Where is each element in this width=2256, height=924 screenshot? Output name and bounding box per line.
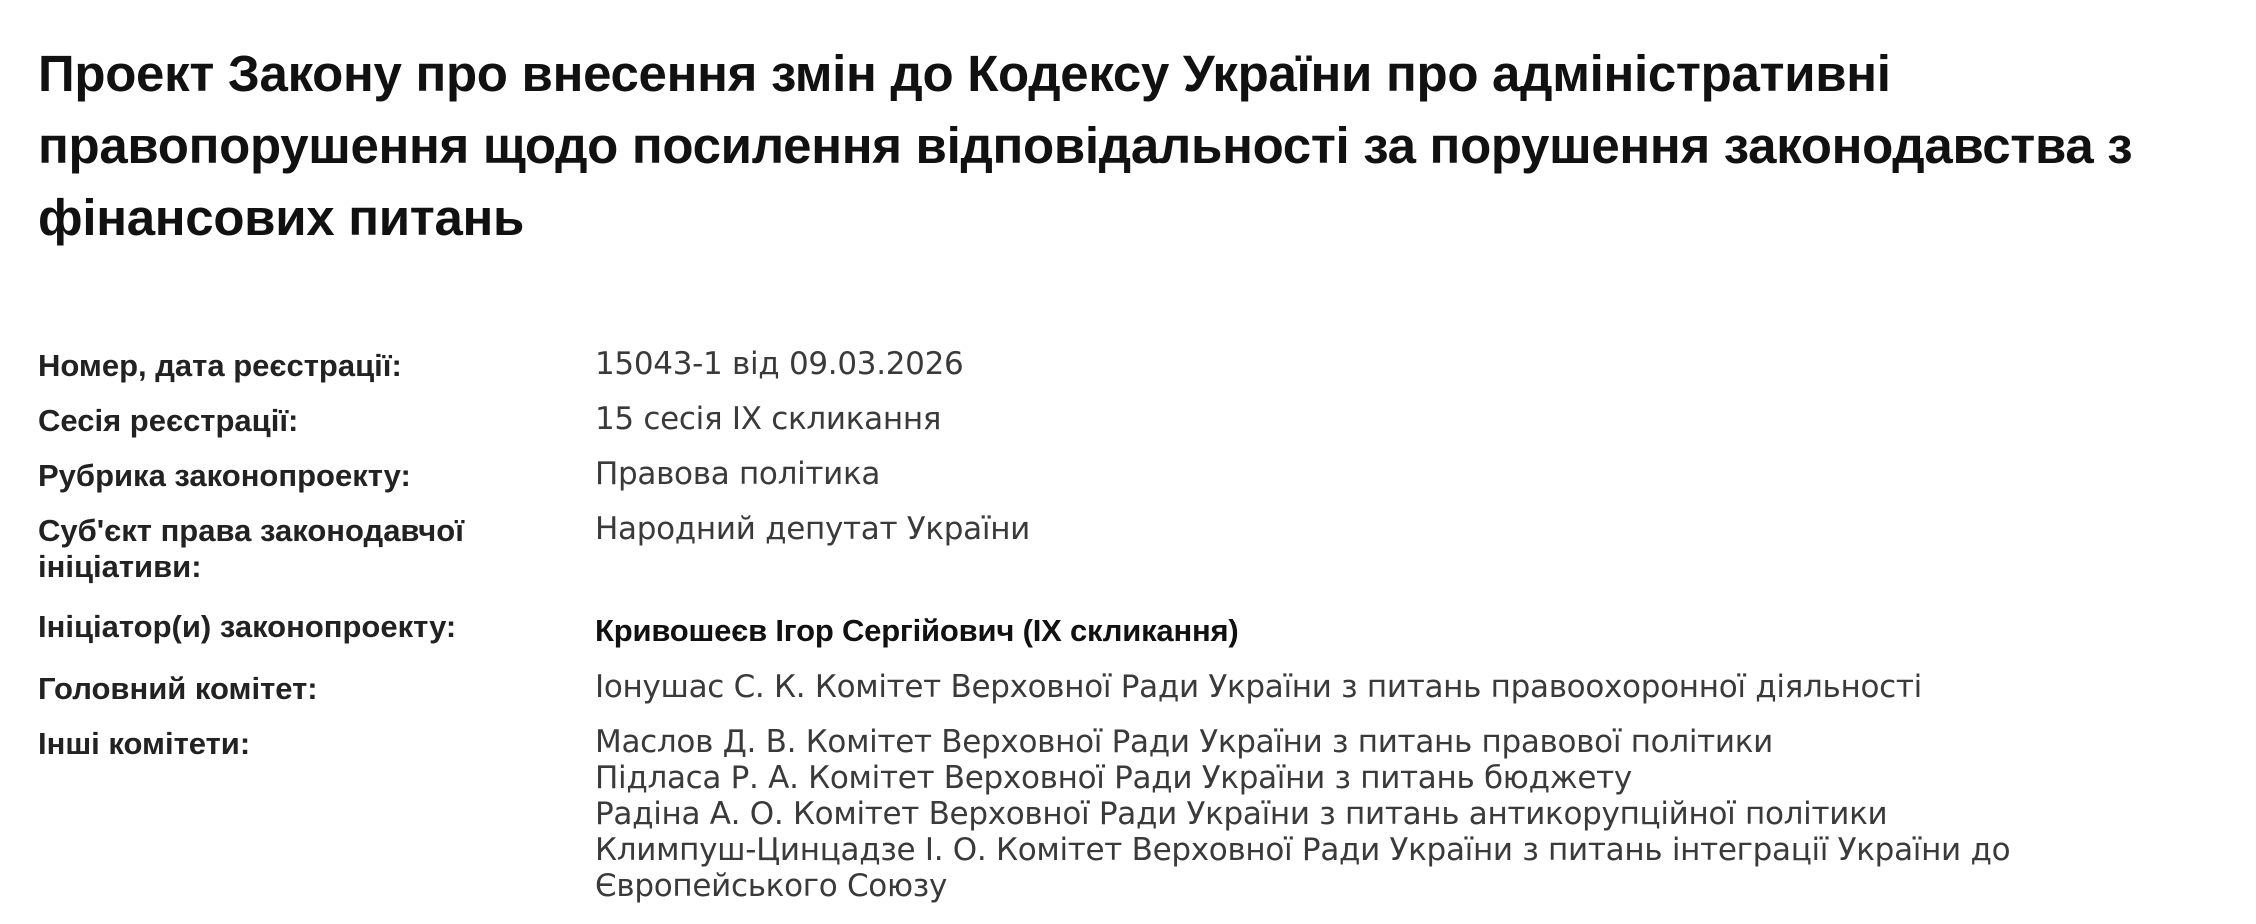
other-committees-list xyxy=(595,724,2218,904)
session-label: Сесія реєстрації: xyxy=(38,403,299,438)
session-row xyxy=(38,401,2218,439)
registration-value: 15043-1 від 09.03.2026 xyxy=(595,346,964,382)
session-value: 15 сесія IX скликання xyxy=(595,401,942,437)
main-committee-row xyxy=(38,669,2218,707)
bill-details xyxy=(38,346,2218,921)
committee-item: Радіна А. О. Комітет Верховної Ради України з питань антикорупційної політики xyxy=(595,796,1888,832)
bill-title: Проект Закону про внесення змін до Кодексу України про адміністративні правопорушення щодо посилення відповідальності за порушення законодавства з фінансових питань xyxy=(38,45,2133,246)
bill-card xyxy=(38,38,2218,904)
subject-row xyxy=(38,511,2218,585)
main-committee-label: Головний комітет: xyxy=(38,671,318,706)
committee-item: Маслов Д. В. Комітет Верховної Ради України з питань правової політики xyxy=(595,724,1774,760)
rubric-row xyxy=(38,456,2218,494)
registration-label: Номер, дата реєстрації: xyxy=(38,348,402,383)
committee-item: Підласа Р. А. Комітет Верховної Ради України з питань бюджету xyxy=(595,760,1632,796)
rubric-value: Правова політика xyxy=(595,456,881,492)
other-committees-row xyxy=(38,724,2218,904)
registration-row xyxy=(38,346,2218,384)
initiator-link[interactable]: Кривошеєв Ігор Сергійович (IX скликання) xyxy=(595,613,1239,648)
committee-item: Климпуш-Цинцадзе І. О. Комітет Верховної Ради України з питань інтеграції України до Європейського Союзу xyxy=(595,832,2011,904)
initiators-label: Ініціатор(и) законопроекту: xyxy=(38,609,457,644)
rubric-label: Рубрика законопроекту: xyxy=(38,458,411,493)
subject-value: Народний депутат України xyxy=(595,511,1031,547)
other-committees-label: Інші комітети: xyxy=(38,726,251,761)
main-committee-value: Іонушас С. К. Комітет Верховної Ради України з питань правоохоронної діяльності xyxy=(595,669,1922,705)
subject-label: Суб'єкт права законодавчої ініціативи: xyxy=(38,513,464,584)
initiators-row xyxy=(38,607,2218,649)
